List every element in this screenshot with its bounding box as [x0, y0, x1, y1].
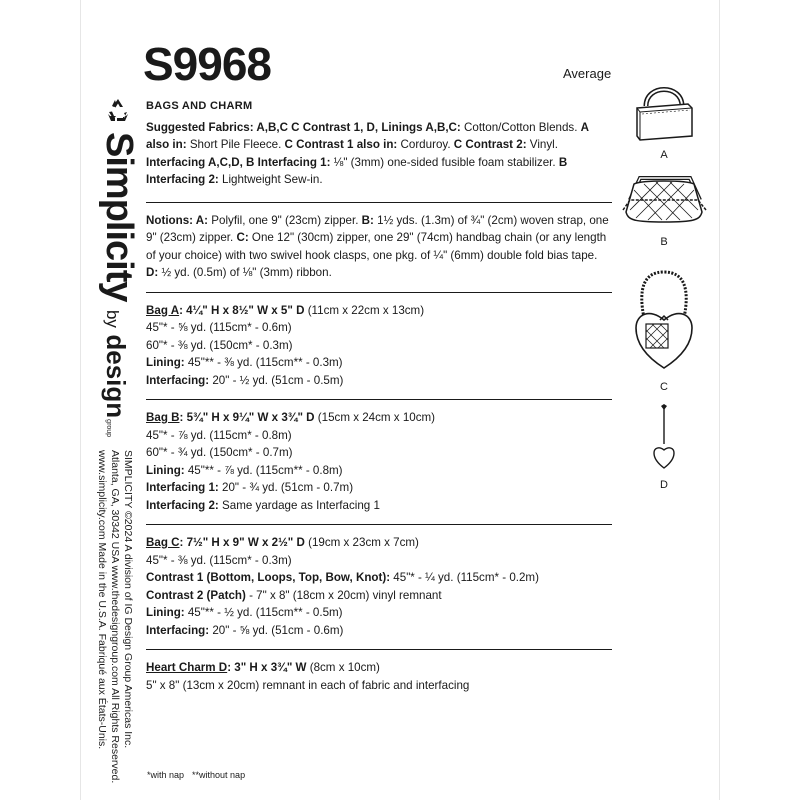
- row-text: 45"** - ⅞ yd. (115cm** - 0.8m): [184, 463, 343, 477]
- fabrics-text-6: Lightweight Sew-in.: [218, 173, 323, 186]
- yardage-row: [146, 337, 612, 355]
- yardage-row: [146, 587, 612, 605]
- yardage-row: [146, 604, 612, 622]
- figure-label-d: D: [660, 479, 668, 491]
- fabrics-b-int2: B Interfacing 2:: [146, 155, 568, 186]
- bag-c-heading: [146, 534, 612, 552]
- bag-c-illustration: [632, 268, 696, 374]
- fabrics-c2: C Contrast 2:: [453, 138, 527, 151]
- suggested-fabrics: [146, 119, 612, 189]
- notions-b: B:: [361, 213, 374, 227]
- fabrics-text-5: ⅛" (3mm) one-sided fusible foam stabilizer.: [330, 155, 559, 169]
- yardage-row: [146, 479, 612, 497]
- brand-group: group: [105, 419, 112, 438]
- bag-b-dims: : 5¾" H x 9¼" W x 3¾" D: [179, 411, 315, 424]
- yardage-row: [146, 462, 612, 480]
- row-label: Interfacing:: [146, 623, 210, 637]
- row-label: Interfacing:: [146, 373, 210, 387]
- charm-d-dims-metric: (8cm x 10cm): [306, 661, 380, 674]
- charm-d-name: Heart Charm D: [146, 661, 228, 674]
- row-text: 20" - ⅝ yd. (51cm - 0.6m): [209, 623, 344, 637]
- bag-a-name: Bag A: [146, 303, 180, 317]
- row-text: 20" - ¾ yd. (51cm - 0.7m): [218, 481, 354, 494]
- divider: [146, 524, 612, 525]
- bag-b-section: [146, 409, 612, 514]
- pattern-info: [146, 98, 612, 694]
- row-text: 60"* - ⅜ yd. (150cm* - 0.3m): [146, 338, 293, 352]
- divider: [146, 202, 612, 203]
- footnote-with-nap: *with nap: [147, 770, 185, 780]
- row-label: Interfacing 1:: [146, 481, 219, 494]
- fabrics-text-4: Vinyl.: [526, 138, 558, 151]
- notions: [146, 212, 612, 282]
- divider: [146, 399, 612, 400]
- fabrics-interfacing: Interfacing A,C,D, B Interfacing 1:: [146, 155, 331, 169]
- bag-a-dims-metric: (11cm x 22cm x 13cm): [304, 303, 425, 317]
- row-label: Lining:: [146, 606, 185, 619]
- bag-c-dims: : 7½" H x 9" W x 2½" D: [179, 536, 305, 549]
- row-text: 45"** - ⅜ yd. (115cm** - 0.3m): [184, 356, 343, 369]
- bag-a-dims: : 4¼" H x 8½" W x 5" D: [179, 303, 305, 317]
- notions-text-d: ½ yd. (0.5m) of ⅛" (3mm) ribbon.: [158, 266, 332, 279]
- bag-a-section: [146, 302, 612, 390]
- charm-d-illustration: [652, 404, 676, 472]
- row-label: Lining:: [146, 463, 185, 477]
- row-text: - 7" x 8" (18cm x 20cm) vinyl remnant: [245, 588, 442, 602]
- yardage-row: [146, 444, 612, 462]
- fabrics-also-a: A also in:: [146, 120, 589, 151]
- row-label: Lining:: [146, 356, 185, 369]
- fabrics-text-2: Short Pile Fleece.: [186, 138, 285, 151]
- bag-b-dims-metric: (15cm x 24cm x 10cm): [314, 411, 436, 424]
- legal-line-2: Atlanta, GA, 30342 USA www.thedesigngroup.com All Rights Reserved.: [109, 450, 121, 784]
- yardage-row: [146, 677, 612, 695]
- notions-text-b: 1½ yds. (1.3m) of ¾" (2cm) woven strap, one 9" (23cm) zipper.: [146, 213, 609, 244]
- legal-line-3: www.simplicity.com Made in the U.S.A. Fabriqué aux États-Unis.: [96, 450, 108, 750]
- charm-d-dims: : 3" H x 3¾" W: [227, 661, 307, 674]
- row-text: 5" x 8" (13cm x 20cm) remnant in each of fabric and interfacing: [146, 678, 470, 692]
- figure-label-b: B: [660, 236, 668, 248]
- charm-d-heading: [146, 659, 612, 677]
- recycle-icon: [103, 96, 133, 126]
- skill-level: Average: [563, 66, 612, 81]
- yardage-row: [146, 622, 612, 640]
- charm-d-section: [146, 659, 612, 694]
- yardage-row: [146, 552, 612, 570]
- pattern-number: S9968: [143, 38, 272, 90]
- bag-c-section: [146, 534, 612, 639]
- row-text: 45"* - ¼ yd. (115cm* - 0.2m): [390, 571, 539, 584]
- row-text: 45"** - ½ yd. (115cm** - 0.5m): [184, 606, 343, 619]
- notions-c: C:: [236, 231, 249, 244]
- brand-by: by: [103, 309, 122, 328]
- fabrics-text-3: Corduroy.: [397, 138, 454, 151]
- yardage-row: [146, 319, 612, 337]
- brand-logo: [97, 132, 140, 437]
- figure-label-a: A: [660, 149, 668, 161]
- brand-design: design: [101, 334, 131, 419]
- row-text: 45"* - ⅞ yd. (115cm* - 0.8m): [146, 428, 292, 442]
- yardage-row: [146, 372, 612, 390]
- bag-b-illustration: [620, 170, 708, 230]
- notions-text-a: Polyfil, one 9" (23cm) zipper.: [208, 213, 362, 227]
- fabrics-text-1: Cotton/Cotton Blends.: [460, 120, 581, 134]
- bag-a-heading: [146, 302, 612, 320]
- row-text: 45"* - ⅜ yd. (115cm* - 0.3m): [146, 553, 292, 567]
- brand-logo-word: Simplicity: [98, 132, 140, 302]
- yardage-row: [146, 569, 612, 587]
- row-label: Contrast 1 (Bottom, Loops, Top, Bow, Knot):: [146, 571, 391, 584]
- pattern-title: BAGS AND CHARM: [146, 100, 253, 112]
- row-text: 45"* - ⅝ yd. (115cm* - 0.6m): [146, 321, 292, 334]
- row-label: Contrast 2 (Patch): [146, 588, 246, 602]
- bag-b-name: Bag B: [146, 411, 180, 424]
- row-text: 20" - ½ yd. (51cm - 0.5m): [209, 373, 344, 387]
- divider: [146, 649, 612, 650]
- yardage-row: [146, 354, 612, 372]
- yardage-row: [146, 427, 612, 445]
- legal-line-1: SIMPLICITY ©2024 A division of IG Design Group Americas Inc.: [122, 450, 134, 749]
- bag-c-name: Bag C: [146, 536, 180, 549]
- notions-d: D:: [146, 266, 159, 279]
- row-text: 60"* - ¾ yd. (150cm* - 0.7m): [146, 446, 293, 459]
- notions-label: Notions: A:: [146, 213, 209, 227]
- notions-text-c: One 12" (30cm) zipper, one 29" (74cm) handbag chain (or any length of your choice) with two swivel hook clasps, one pkg. of ¼" (6mm) double fold bias tape.: [146, 231, 607, 262]
- bag-a-illustration: [630, 78, 698, 142]
- footnote-without-nap: **without nap: [192, 770, 246, 780]
- row-text: Same yardage as Interfacing 1: [218, 498, 380, 512]
- footnotes: [147, 770, 253, 780]
- row-label: Interfacing 2:: [146, 498, 219, 512]
- bag-b-heading: [146, 409, 612, 427]
- figure-label-c: C: [660, 381, 668, 393]
- bag-c-dims-metric: (19cm x 23cm x 7cm): [304, 536, 419, 549]
- divider: [146, 292, 612, 293]
- fabrics-c1-also: C Contrast 1 also in:: [284, 138, 398, 151]
- fabrics-label: Suggested Fabrics: A,B,C C Contrast 1, D, Linings A,B,C:: [146, 120, 461, 134]
- yardage-row: [146, 497, 612, 515]
